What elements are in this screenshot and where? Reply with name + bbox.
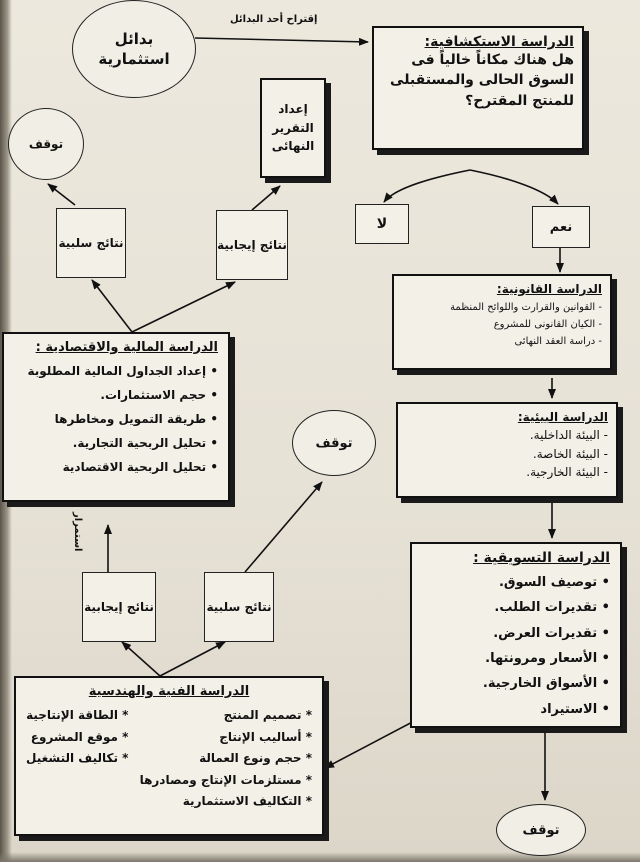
environmental-item: - البيئة الخاصة. (532, 446, 608, 461)
fin-negative-label: نتائج سلبية (58, 236, 124, 250)
tech-negative-label: نتائج سلبية (206, 600, 272, 614)
technical-title: الدراسة الفنية والهندسية (88, 684, 250, 699)
node-financial (2, 332, 230, 502)
marketing-item: • الاستيراد (540, 701, 610, 717)
arrow-marketing-to-technical (325, 718, 420, 768)
node-stop-middle (292, 410, 376, 476)
technical-item: * حجم ونوع العمالة (199, 751, 312, 766)
arrow-exploratory-to-no (384, 170, 470, 202)
technical-item: * موقع المشروع (30, 729, 129, 744)
financial-item: • طريقة التمويل ومخاطرها (54, 412, 218, 426)
arrow-technical-to-tech-positive (122, 642, 160, 676)
node-legal (392, 274, 612, 370)
marketing-item: • توصيف السوق. (498, 575, 610, 590)
stop-top-label: توقف (28, 137, 64, 151)
node-final-report (260, 78, 326, 178)
legal-item: - دراسة العقد النهائى (514, 336, 602, 347)
node-fin-positive (216, 210, 288, 280)
node-stop-bottom (496, 804, 586, 856)
technical-item: * مستلزمات الإنتاج ومصادرها (139, 772, 312, 787)
environmental-item: - البيئة الخارجية. (526, 465, 608, 480)
legal-item: - القوانين والقرارت واللوائح المنظمة (450, 302, 602, 313)
technical-list-right (140, 705, 312, 813)
technical-list-left (26, 705, 128, 813)
node-yes-label: نعم (549, 219, 573, 235)
arrow-fin-positive-to-report (252, 186, 280, 210)
marketing-item: • الأسواق الخارجية. (482, 676, 610, 692)
financial-item: • إعداد الجداول المالية المطلوبة (27, 364, 218, 378)
node-fin-negative (56, 208, 126, 278)
financial-title: الدراسة المالية والاقتصادية : (35, 340, 218, 355)
fin-positive-label: نتائج إيجابية (217, 238, 287, 252)
legal-list (402, 299, 602, 350)
node-environmental (396, 402, 618, 498)
technical-item: * الطاقة الإنتاجية (26, 708, 129, 722)
stop-middle-label: توقف (315, 435, 353, 451)
financial-list (14, 359, 218, 479)
arrow-technical-to-tech-negative (160, 642, 225, 676)
arrow-tech-negative-to-stop (245, 482, 322, 572)
node-no (355, 204, 409, 244)
arrow-fin-negative-to-stop (48, 184, 75, 205)
tech-positive-label: نتائج إيجابية (84, 600, 154, 614)
technical-item: * تكاليف التشغيل (26, 751, 129, 766)
arrow-financial-to-fin-positive (132, 282, 235, 332)
arrow-alternatives-to-exploratory (195, 38, 368, 42)
stop-bottom-label: توقف (522, 822, 560, 838)
marketing-item: • تقديرات العرض. (493, 625, 610, 641)
node-no-label: لا (376, 216, 388, 232)
arrow-financial-to-fin-negative (92, 280, 132, 332)
marketing-title: الدراسة التسويقية : (473, 550, 610, 566)
marketing-list (422, 570, 610, 722)
node-yes (532, 206, 590, 248)
technical-columns (26, 705, 312, 813)
marketing-item: • تقديرات الطلب. (494, 600, 610, 616)
node-technical (14, 676, 324, 836)
node-exploratory (372, 26, 584, 150)
technical-item: * التكاليف الاستثمارية (182, 794, 312, 809)
technical-item: * تصميم المنتج (223, 708, 312, 722)
node-tech-positive (82, 572, 156, 642)
environmental-item: - البيئة الداخلية. (529, 428, 608, 442)
edge-label-propose: إقتراح أحد البدائل (230, 14, 318, 25)
environmental-list (406, 426, 608, 482)
exploratory-title: الدراسة الاستكشافية: (424, 34, 574, 50)
node-stop-top (8, 108, 84, 180)
edge-label-continue: استمرار (72, 512, 83, 552)
node-alternatives-label: بدائل استثمارية (98, 29, 170, 68)
legal-title: الدراسة القانونية: (496, 282, 602, 296)
financial-item: • حجم الاستثمارات. (100, 388, 218, 402)
node-alternatives (72, 0, 196, 98)
final-report-label: إعداد التقرير النهائى (271, 102, 315, 154)
financial-item: • تحليل الربحية التجارية. (72, 436, 218, 450)
marketing-item: • الأسعار ومرونتها. (485, 651, 610, 667)
legal-item: - الكيان القانونى للمشروع (493, 319, 602, 330)
environmental-title: الدراسة البيئية: (517, 410, 608, 424)
technical-item: * أساليب الإنتاج (219, 729, 312, 744)
exploratory-question: هل هناك مكاناً خالياً فى السوق الحالى والمستقبلى للمنتج المقترح؟ (390, 52, 574, 109)
node-tech-negative (204, 572, 274, 642)
financial-item: • تحليل الربحية الاقتصادية (62, 460, 218, 474)
arrow-exploratory-to-yes (470, 170, 558, 204)
node-marketing (410, 542, 622, 728)
